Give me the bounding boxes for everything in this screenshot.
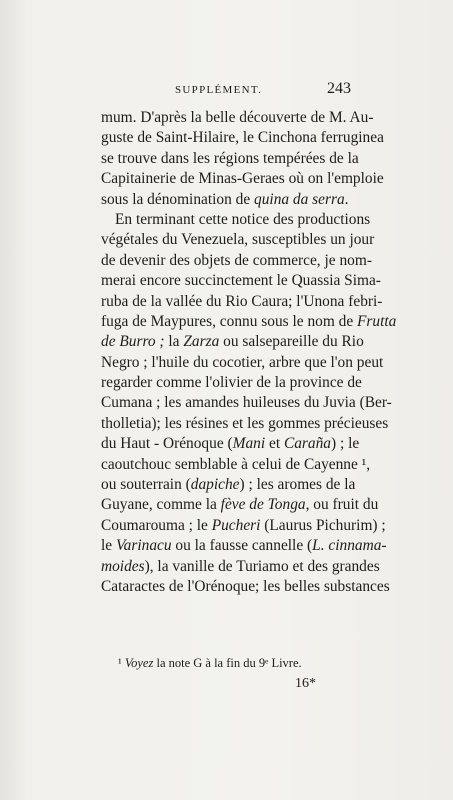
signature-mark: 16*	[295, 676, 316, 691]
footnote	[118, 656, 302, 671]
text-line: guste de Saint-Hilaire, le Cinchona ferruginea	[101, 129, 384, 147]
text-line: Capitainerie de Minas-Geraes où on l'emploie	[101, 170, 384, 188]
text-segment: ou la fausse cannelle (	[171, 537, 313, 555]
page-header	[101, 80, 351, 100]
text-segment: et	[265, 435, 284, 453]
italic-term: Frutta	[357, 312, 397, 330]
text-line: ruba de la vallée du Rio Caura; l'Unona febri-	[101, 292, 383, 310]
text-segment: ou salsepareille du Rio	[219, 333, 364, 351]
text-line	[101, 332, 364, 352]
text-line: merai encore succinctement le Quassia Sima-	[101, 272, 381, 290]
text-line: de devenir des objets de commerce, je nom-	[101, 251, 372, 269]
text-line: tholletia); les résines et les gommes précieuses	[101, 414, 389, 432]
italic-term: Varinacu	[115, 537, 172, 555]
text-segment: ) ; les aromes de la	[239, 476, 356, 494]
italic-term: moides	[101, 557, 145, 575]
text-segment: , ou fruit du	[305, 496, 379, 514]
text-segment: sous la dénomination de	[101, 190, 255, 208]
italic-term: Pucheri	[211, 516, 261, 534]
text-line	[101, 557, 380, 577]
running-head: SUPPLÉMENT.	[175, 84, 263, 96]
italic-term: L. cinnama-	[312, 537, 387, 555]
text-line: regarder comme l'olivier de la province de	[101, 374, 362, 392]
italic-term: fève de Tonga	[220, 496, 306, 514]
text-line	[101, 434, 360, 454]
italic-term: quina da serra	[254, 190, 345, 208]
text-line: végétales du Venezuela, susceptibles un jour	[101, 231, 375, 249]
italic-term: de Burro ;	[101, 333, 165, 351]
text-line: mum. D'après la belle découverte de M. Au-	[101, 109, 374, 126]
text-segment: ), la vanille de Turiamo et des grandes	[144, 557, 380, 575]
italic-term: Voyez	[124, 656, 154, 670]
italic-term: dapiche	[190, 476, 240, 494]
text-line: se trouve dans les régions tempérées de la	[101, 149, 359, 167]
text-segment: fuga de Maypures, connu sous le nom de	[101, 312, 358, 330]
text-line	[101, 190, 351, 210]
text-segment: le	[101, 537, 116, 555]
text-line	[101, 536, 387, 556]
text-segment: ) ; le	[331, 435, 360, 453]
footnote-marker: ¹	[118, 656, 122, 670]
text-line	[101, 475, 356, 495]
text-segment: ou souterrain (	[101, 476, 191, 494]
text-segment: .	[344, 190, 349, 208]
text-line: Cataractes de l'Orénoque; les belles substances	[101, 577, 390, 595]
page-number: 243	[327, 80, 351, 97]
body-text	[101, 108, 397, 597]
italic-term: Zarza	[183, 333, 220, 351]
text-segment: Coumarouma ; le	[101, 516, 212, 534]
italic-term: Mani	[232, 435, 266, 453]
text-line: Negro ; l'huile du cocotier, arbre que l'on peut	[101, 353, 384, 371]
text-segment: (Laurus Pichurim) ;	[260, 516, 386, 534]
text-segment: Guyane, comme la	[101, 496, 221, 514]
text-line	[101, 312, 397, 332]
text-segment: du Haut - Orénoque (	[101, 435, 233, 453]
text-line	[101, 495, 379, 515]
italic-term: Caraña	[283, 435, 331, 453]
text-line: caoutchouc semblable à celui de Cayenne ¹,	[101, 455, 371, 473]
text-segment: la	[164, 333, 184, 351]
text-line	[101, 516, 386, 536]
text-line: En terminant cette notice des productions	[115, 210, 371, 228]
text-segment: la note G à la fin du 9ᵉ Livre.	[153, 656, 302, 670]
text-line: Cumana ; les amandes huileuses du Juvia (Ber-	[101, 394, 392, 412]
